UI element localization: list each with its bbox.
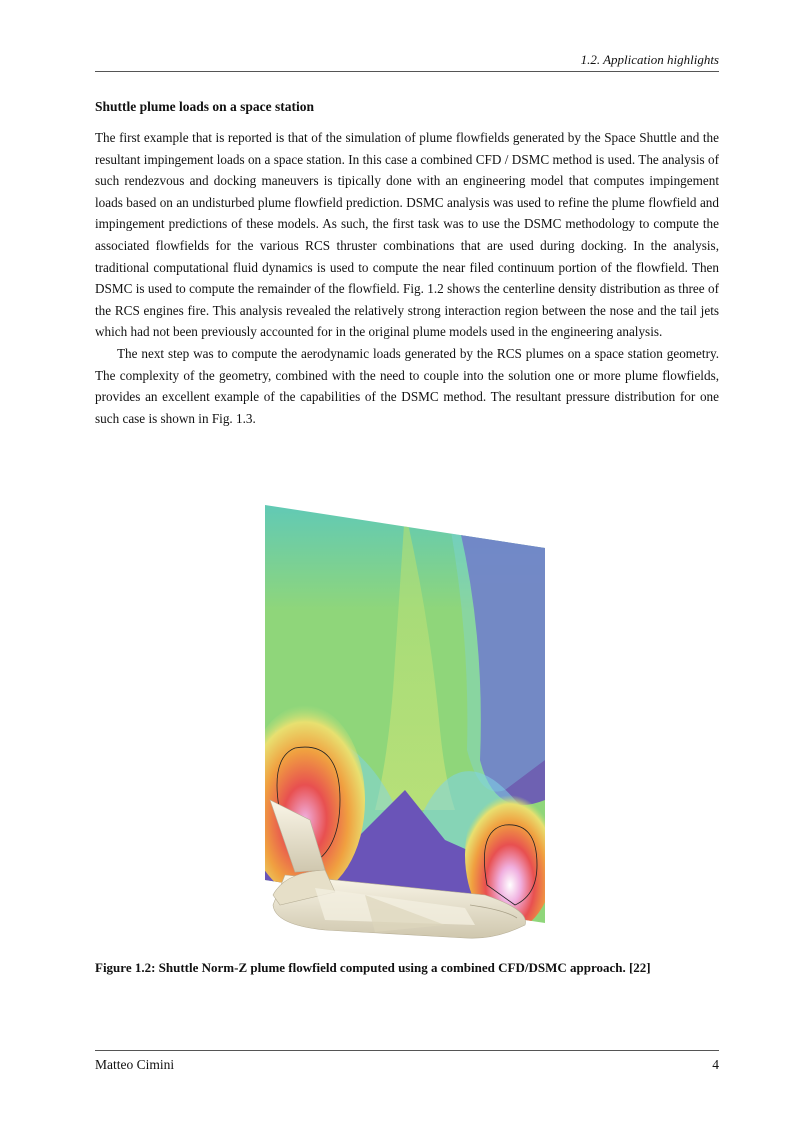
footer-author: Matteo Cimini <box>95 1057 175 1072</box>
figure-plume-flowfield <box>255 500 555 945</box>
paragraph-2: The next step was to compute the aerodynamic loads generated by the RCS plumes on a space station geometry. The complexity of the geometry, combined with the need to couple into the solution one or more plume flowfields, provides an excellent example of the capabilities of the DSMC method. The resultant pressure distribution for one such case is shown in Fig. 1.3. <box>95 345 719 426</box>
footer-rule <box>95 1050 719 1051</box>
figure-caption: Figure 1.2: Shuttle Norm-Z plume flowfield computed using a combined CFD/DSMC approach. [22] <box>95 960 651 975</box>
header-rule <box>95 71 719 72</box>
plume-flowfield-image <box>255 500 555 945</box>
page-number: 4 <box>712 1057 719 1072</box>
running-head: 1.2. Application highlights <box>580 52 719 67</box>
body-text <box>95 127 719 429</box>
section-title: Shuttle plume loads on a space station <box>95 99 315 114</box>
paragraph-1: The first example that is reported is that of the simulation of plume flowfields generated by the Space Shuttle and the resultant impingement loads on a space station. In this case a combined CFD / DSMC method is used. The analysis of such rendezvous and docking maneuvers is tipically done with an engineering model that computes impingement loads based on an undisturbed plume flowfield prediction. DSMC analysis was used to refine the plume flowfield and impingement predictions of these models. As such, the first task was to use the DSMC methodology to compute the associated flowfields for the various RCS thruster combinations that are used during docking. In the analysis, traditional computational fluid dynamics is used to compute the near filed continuum portion of the flowfield. Then DSMC is used to compute the remainder of the flowfield. Fig. 1.2 shows the centerline density distribution as three of the RCS engines fire. This analysis revealed the relatively strong interaction region between the nose and the tail jets which had not been previously accounted for in the original plume models used in the engineering analysis. <box>95 130 719 340</box>
